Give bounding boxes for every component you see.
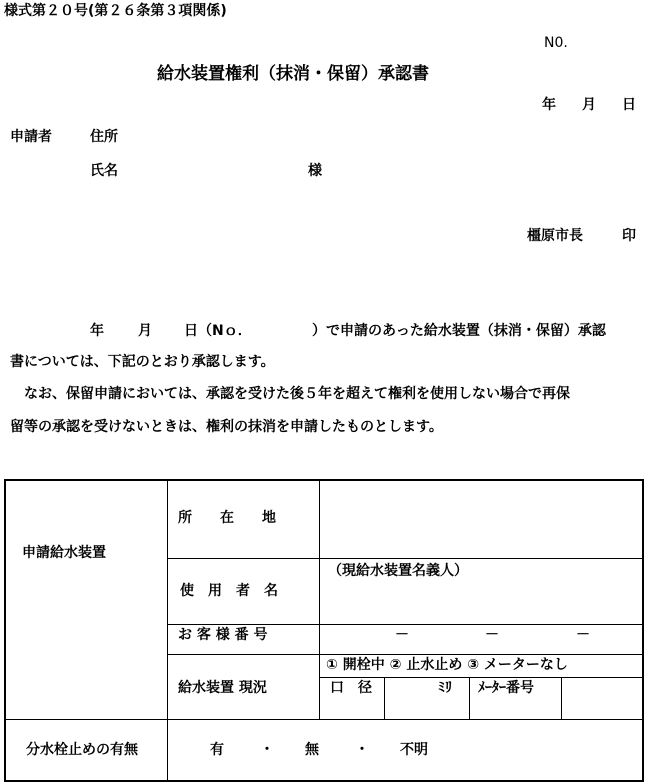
body-day-no: 日（Nｏ．	[184, 323, 252, 339]
status-label: 給水装置 現況	[178, 680, 267, 696]
branch-unknown: 不明	[400, 742, 428, 758]
mm-unit: ﾐﾘ	[438, 680, 452, 696]
group-column-line	[167, 479, 168, 781]
applicant-label: 申請者	[10, 129, 52, 145]
body-line1-rest: ）で申請のあった給水装置（抹消・保留）承認	[312, 323, 606, 339]
customer-no-label: お 客 様 番 号	[178, 627, 268, 643]
document-title: 給水装置権利（抹消・保留）承認書	[157, 64, 429, 84]
number-label: N0.	[544, 35, 568, 51]
section-divider	[4, 719, 644, 720]
body-month: 月	[138, 323, 152, 339]
row-line-2	[167, 624, 643, 625]
body-year: 年	[90, 323, 104, 339]
mm-line	[469, 677, 470, 720]
label-column-line	[319, 479, 320, 720]
row-line-1	[167, 558, 643, 559]
table-border-right	[642, 479, 644, 782]
branch-no: 無	[305, 742, 319, 758]
date-day: 日	[622, 97, 636, 113]
address-label: 住所	[90, 129, 118, 145]
branch-yes: 有	[210, 742, 224, 758]
issuer-seal: 印	[622, 228, 636, 244]
branch-dot-2: ・	[355, 742, 369, 758]
caliber-line	[384, 677, 385, 720]
date-year: 年	[542, 97, 556, 113]
customer-no-dash-3: －	[576, 627, 590, 643]
meter-line	[561, 677, 562, 720]
branch-label: 分水栓止めの有無	[26, 742, 138, 758]
meter-no-label: ﾒｰﾀｰ番号	[478, 680, 534, 696]
table-border-bottom	[4, 780, 644, 782]
customer-no-dash-2: －	[485, 627, 499, 643]
user-label: 使 用 者 名	[180, 583, 278, 599]
row-line-status	[319, 677, 643, 678]
location-label: 所 在 地	[178, 510, 276, 526]
honorific: 様	[308, 163, 322, 179]
body-line4: 留等の承認を受けないときは、権利の抹消を申請したものとします。	[10, 419, 443, 435]
status-options: ① 開栓中 ② 止水止め ③ メーターなし	[326, 657, 568, 673]
table-border-left	[4, 479, 6, 782]
group-label: 申請給水装置	[22, 545, 106, 561]
body-line2: 書については、下記のとおり承認します。	[10, 354, 275, 370]
issuer-name: 橿原市長	[527, 228, 583, 244]
form-reference: 様式第２０号(第２６条第３項関係)	[4, 3, 227, 19]
name-label: 氏名	[90, 163, 118, 179]
caliber-label: 口 径	[330, 680, 372, 696]
user-note: （現給水装置名義人）	[328, 563, 468, 579]
branch-dot-1: ・	[260, 742, 274, 758]
date-month: 月	[582, 97, 596, 113]
body-line3: なお、保留申請においては、承認を受けた後５年を超えて権利を使用しない場合で再保	[24, 386, 570, 402]
table-border-top	[4, 479, 644, 481]
customer-no-dash-1: －	[395, 627, 409, 643]
row-line-3	[167, 654, 643, 655]
